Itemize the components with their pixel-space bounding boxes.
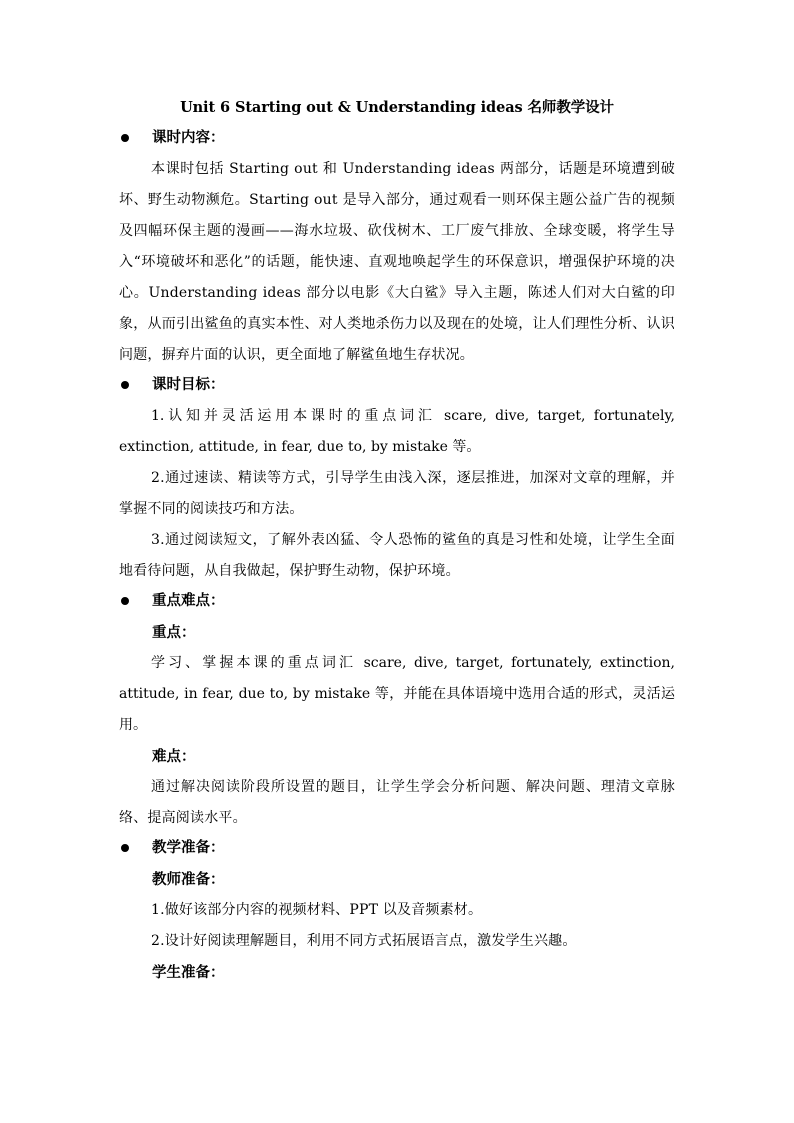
- paragraph: 本课时包括 Starting out 和 Understanding ideas 两部分，话题是环境遭到破坏、野生动物濒危。Starting out 是导入部分，通过观看一则环保主题公益广告的视频及四幅环保主题的漫画——海水垃圾、砍伐树木、工厂废气排放、全球变暖，将学生导入“环境破坏和恶化”的话题，能快速、直观地唤起学生的环保意识，增强保护环境的决心。Understanding ideas 部分以电影《大白鲨》导入主题，陈述人们对大白鲨的印象，从而引出鲨鱼的真实本性、对人类地杀伤力以及现在的处境，让人们理性分析、认识问题，摒弃片面的认识，更全面地了解鲨鱼地生存状况。: [119, 161, 675, 363]
- section-heading-label: 课时内容：: [152, 129, 225, 146]
- section-heading-teaching-preparation: [119, 837, 675, 858]
- document-title: Unit 6 Starting out & Understanding ideas 名师教学设计: [180, 99, 614, 116]
- paragraph: 通过解决阅读阶段所设置的题目，让学生学会分析问题、解决问题、理清文章脉络、提高阅读水平。: [119, 779, 675, 826]
- paragraph: 3.通过阅读短文，了解外表凶猛、令人恐怖的鲨鱼的真是习性和处境，让学生全面地看待问题，从自我做起，保护野生动物，保护环境。: [119, 532, 675, 579]
- section-heading-key-points: [119, 590, 675, 611]
- section-heading-label: 课时目标：: [152, 376, 225, 393]
- section-heading-label: 教学准备：: [152, 839, 225, 856]
- bullet-icon: [121, 844, 129, 852]
- paragraph: 1.做好该部分内容的视频材料、PPT 以及音频素材。: [151, 902, 483, 918]
- subheading-key-point: 重点：: [152, 624, 196, 641]
- document-page: [119, 98, 675, 988]
- bullet-icon: [121, 381, 129, 389]
- subheading-teacher-preparation: 教师准备：: [152, 871, 225, 888]
- section-heading-label: 重点难点：: [152, 592, 225, 609]
- paragraph: 学习、掌握本课的重点词汇 scare, dive, target, fortunately, extinction, attitude, in fear, due to, by mistake 等，并能在具体语境中选用合适的形式，灵活运用。: [119, 655, 675, 733]
- paragraph: 2.通过速读、精读等方式，引导学生由浅入深，逐层推进，加深对文章的理解，并掌握不同的阅读技巧和方法。: [119, 470, 675, 517]
- subheading-difficult-point: 难点：: [152, 748, 196, 765]
- subheading-student-preparation: 学生准备：: [152, 964, 225, 981]
- section-heading-lesson-objectives: [119, 374, 675, 395]
- bullet-icon: [121, 134, 129, 142]
- section-heading-lesson-content: [119, 127, 675, 148]
- bullet-icon: [121, 597, 129, 605]
- paragraph: 2.设计好阅读理解题目，利用不同方式拓展语言点，激发学生兴趣。: [151, 933, 577, 949]
- paragraph: 1.认知并灵活运用本课时的重点词汇 scare, dive, target, fortunately, extinction, attitude, in fear, due to, by mistake 等。: [119, 408, 675, 455]
